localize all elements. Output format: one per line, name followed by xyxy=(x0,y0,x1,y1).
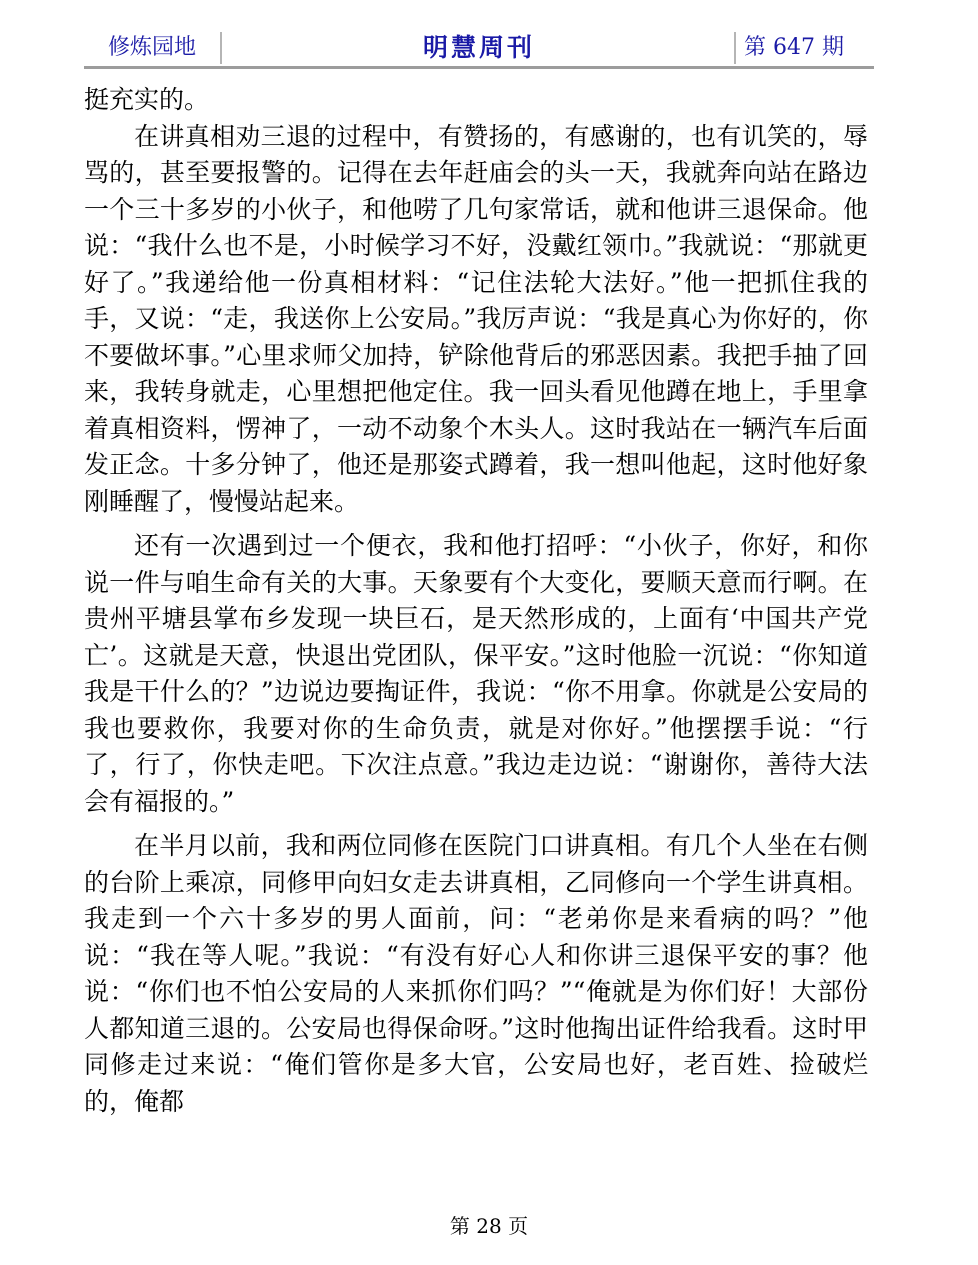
article-body xyxy=(84,82,868,1120)
page-number: 第 28 页 xyxy=(449,1214,529,1238)
paragraph: 还有一次遇到过一个便衣，我和他打招呼：“小伙子，你好，和你说一件与咱生命有关的大事。天象要有个大变化，要顺天意而行啊。在贵州平塘县掌布乡发现一块巨石，是天然形成的，上面有‘中国共产党亡’。这就是天意，快退出党团队，保平安。”这时他脸一沉说：“你知道我是干什么的？”边说边要掏证件，我说：“你不用拿。你就是公安局的我也要救你，我要对你的生命负责，就是对你好。”他摆摆手说：“行了，行了，你快走吧。下次注点意。”我边走边说：“谢谢你，善待大法会有福报的。” xyxy=(84,531,868,816)
page-header xyxy=(84,28,874,68)
issue-number: 第 647 期 xyxy=(744,35,844,60)
paragraph-continuation: 挺充实的。 xyxy=(84,85,210,114)
publication-title: 明慧周刊 xyxy=(422,33,535,62)
paragraph: 在讲真相劝三退的过程中，有赞扬的，有感谢的，也有讥笑的，辱骂的，甚至要报警的。记得在去年赶庙会的头一天，我就奔向站在路边一个三十多岁的小伙子，和他唠了几句家常话，就和他讲三退保命。他说：“我什么也不是，小时候学习不好，没戴红领巾。”我就说：“那就更好了。”我递给他一份真相材料：“记住法轮大法好。”他一把抓住我的手，又说：“走，我送你上公安局。”我厉声说：“我是真心为你好的，你不要做坏事。”心里求师父加持，铲除他背后的邪恶因素。我把手抽了回来，我转身就走，心里想把他定住。我一回头看见他蹲在地上，手里拿着真相资料，愣神了，一动不动象个木头人。这时我站在一辆汽车后面发正念。十多分钟了，他还是那姿式蹲着，我一想叫他起，这时他好象刚睡醒了，慢慢站起来。 xyxy=(84,121,868,516)
section-name: 修炼园地 xyxy=(108,35,197,60)
header-divider-right xyxy=(734,32,736,64)
paragraph: 在半月以前，我和两位同修在医院门口讲真相。有几个人坐在右侧的台阶上乘凉，同修甲向妇女走去讲真相，乙同修向一个学生讲真相。我走到一个六十多岁的男人面前，问：“老弟你是来看病的吗？”他说：“我在等人呢。”我说：“有没有好心人和你讲三退保平安的事？他说：“你们也不怕公安局的人来抓你们吗？”“俺就是为你们好！大部份人都知道三退的。公安局也得保命呀。”这时他掏出证件给我看。这时甲同修走过来说：“俺们管你是多大官，公安局也好，老百姓、捡破烂的，俺都 xyxy=(84,831,868,1116)
header-rule xyxy=(84,66,874,69)
